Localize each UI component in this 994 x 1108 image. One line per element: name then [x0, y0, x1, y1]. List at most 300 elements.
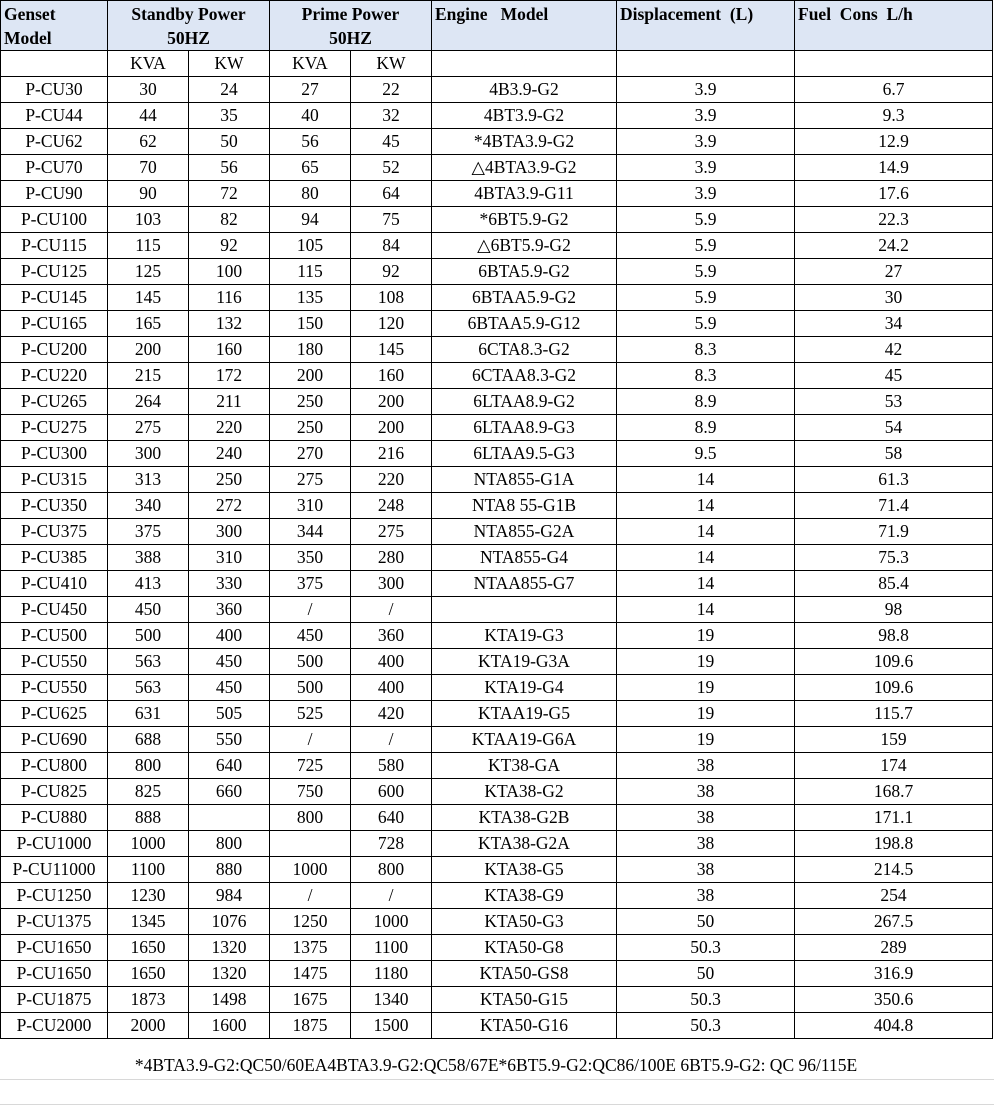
- standby-kw-cell: 250: [189, 467, 270, 493]
- standby-kw-cell: 984: [189, 883, 270, 909]
- fuel-cons-cell: 45: [795, 363, 993, 389]
- header-row: [1, 1, 993, 51]
- table-row: [1, 649, 993, 675]
- table-row: [1, 935, 993, 961]
- prime-kw-cell: 22: [351, 77, 432, 103]
- engine-model-cell: KTA38-G2B: [432, 805, 617, 831]
- fuel-cons-cell: 9.3: [795, 103, 993, 129]
- displacement-cell: 38: [617, 805, 795, 831]
- genset-model-cell: P-CU70: [1, 155, 108, 181]
- header-standby-power: Standby Power 50HZ: [108, 1, 270, 51]
- prime-kva-cell: 500: [270, 649, 351, 675]
- standby-kva-cell: 165: [108, 311, 189, 337]
- prime-kw-cell: 1100: [351, 935, 432, 961]
- prime-kw-cell: 300: [351, 571, 432, 597]
- standby-kw-cell: 505: [189, 701, 270, 727]
- standby-kva-cell: 388: [108, 545, 189, 571]
- genset-model-cell: P-CU62: [1, 129, 108, 155]
- prime-kw-cell: 360: [351, 623, 432, 649]
- fuel-cons-cell: 71.4: [795, 493, 993, 519]
- header-genset-model: Genset Model: [1, 1, 108, 51]
- prime-kva-cell: 250: [270, 415, 351, 441]
- standby-kva-cell: 825: [108, 779, 189, 805]
- displacement-cell: 19: [617, 623, 795, 649]
- table-row: [1, 831, 993, 857]
- prime-kva-cell: [270, 831, 351, 857]
- subheader-standby-kva: KVA: [108, 51, 189, 77]
- standby-kw-cell: 72: [189, 181, 270, 207]
- standby-kva-cell: 215: [108, 363, 189, 389]
- engine-model-cell: 4BTA3.9-G11: [432, 181, 617, 207]
- prime-kw-cell: 640: [351, 805, 432, 831]
- table-row: [1, 701, 993, 727]
- genset-model-cell: P-CU200: [1, 337, 108, 363]
- standby-kva-cell: 375: [108, 519, 189, 545]
- table-row: [1, 1013, 993, 1039]
- fuel-cons-cell: 316.9: [795, 961, 993, 987]
- prime-kw-cell: 600: [351, 779, 432, 805]
- displacement-cell: 8.3: [617, 363, 795, 389]
- standby-kva-cell: 1000: [108, 831, 189, 857]
- genset-model-cell: P-CU800: [1, 753, 108, 779]
- standby-kva-cell: 145: [108, 285, 189, 311]
- displacement-cell: 50.3: [617, 1013, 795, 1039]
- engine-model-cell: KTA50-G16: [432, 1013, 617, 1039]
- displacement-cell: 14: [617, 571, 795, 597]
- engine-model-cell: 6BTAA5.9-G2: [432, 285, 617, 311]
- engine-model-cell: NTA855-G4: [432, 545, 617, 571]
- genset-model-cell: P-CU1000: [1, 831, 108, 857]
- prime-kva-cell: 1475: [270, 961, 351, 987]
- prime-kva-cell: 350: [270, 545, 351, 571]
- prime-kw-cell: 420: [351, 701, 432, 727]
- fuel-cons-cell: 198.8: [795, 831, 993, 857]
- standby-kva-cell: 44: [108, 103, 189, 129]
- engine-model-cell: KTA38-G5: [432, 857, 617, 883]
- genset-model-cell: P-CU410: [1, 571, 108, 597]
- fuel-cons-cell: 58: [795, 441, 993, 467]
- engine-model-cell: KTAA19-G6A: [432, 727, 617, 753]
- genset-model-cell: P-CU550: [1, 675, 108, 701]
- fuel-cons-cell: 171.1: [795, 805, 993, 831]
- engine-model-cell: KTA50-G8: [432, 935, 617, 961]
- engine-model-cell: *6BT5.9-G2: [432, 207, 617, 233]
- engine-model-cell: KTA38-G2: [432, 779, 617, 805]
- prime-kva-cell: 344: [270, 519, 351, 545]
- standby-kw-cell: 160: [189, 337, 270, 363]
- displacement-cell: 8.9: [617, 415, 795, 441]
- engine-model-cell: KTA38-G9: [432, 883, 617, 909]
- prime-kva-cell: 180: [270, 337, 351, 363]
- prime-kw-cell: 84: [351, 233, 432, 259]
- table-row: [1, 987, 993, 1013]
- standby-kw-cell: 24: [189, 77, 270, 103]
- standby-kw-cell: 400: [189, 623, 270, 649]
- standby-kva-cell: 1650: [108, 961, 189, 987]
- engine-model-cell: KTA19-G4: [432, 675, 617, 701]
- engine-model-cell: 6CTAA8.3-G2: [432, 363, 617, 389]
- displacement-cell: 14: [617, 467, 795, 493]
- header-displacement: Displacement (L): [617, 1, 795, 51]
- prime-kw-cell: 1340: [351, 987, 432, 1013]
- engine-model-cell: KTA50-G15: [432, 987, 617, 1013]
- standby-kva-cell: 500: [108, 623, 189, 649]
- displacement-cell: 5.9: [617, 233, 795, 259]
- displacement-cell: 19: [617, 675, 795, 701]
- standby-kw-cell: 132: [189, 311, 270, 337]
- prime-kw-cell: 1000: [351, 909, 432, 935]
- prime-kw-cell: 160: [351, 363, 432, 389]
- displacement-cell: 50.3: [617, 935, 795, 961]
- standby-kw-cell: 116: [189, 285, 270, 311]
- standby-kw-cell: 35: [189, 103, 270, 129]
- standby-kw-cell: 880: [189, 857, 270, 883]
- genset-model-cell: P-CU44: [1, 103, 108, 129]
- displacement-cell: 14: [617, 545, 795, 571]
- fuel-cons-cell: 267.5: [795, 909, 993, 935]
- displacement-cell: 8.9: [617, 389, 795, 415]
- standby-kva-cell: 264: [108, 389, 189, 415]
- standby-kva-cell: 450: [108, 597, 189, 623]
- displacement-cell: 19: [617, 701, 795, 727]
- table-row: [1, 259, 993, 285]
- prime-kva-cell: 750: [270, 779, 351, 805]
- prime-kw-cell: 728: [351, 831, 432, 857]
- prime-kw-cell: 400: [351, 649, 432, 675]
- subheader-prime-kva: KVA: [270, 51, 351, 77]
- genset-model-cell: P-CU125: [1, 259, 108, 285]
- engine-model-cell: 6BTAA5.9-G12: [432, 311, 617, 337]
- standby-kva-cell: 90: [108, 181, 189, 207]
- table-row: [1, 519, 993, 545]
- genset-model-cell: P-CU690: [1, 727, 108, 753]
- standby-kva-cell: 125: [108, 259, 189, 285]
- genset-model-cell: P-CU825: [1, 779, 108, 805]
- genset-model-cell: P-CU11000: [1, 857, 108, 883]
- displacement-cell: 3.9: [617, 181, 795, 207]
- displacement-cell: 5.9: [617, 259, 795, 285]
- prime-kva-cell: 1875: [270, 1013, 351, 1039]
- table-row: [1, 389, 993, 415]
- standby-kw-cell: 240: [189, 441, 270, 467]
- displacement-cell: 50.3: [617, 987, 795, 1013]
- standby-kw-cell: 450: [189, 649, 270, 675]
- prime-kva-cell: 1000: [270, 857, 351, 883]
- displacement-cell: 3.9: [617, 129, 795, 155]
- table-row: [1, 285, 993, 311]
- genset-model-cell: P-CU1875: [1, 987, 108, 1013]
- table-row: [1, 181, 993, 207]
- standby-kva-cell: 62: [108, 129, 189, 155]
- fuel-cons-cell: 54: [795, 415, 993, 441]
- sheet-gridline: [0, 1104, 994, 1105]
- genset-model-cell: P-CU1650: [1, 961, 108, 987]
- prime-kva-cell: 105: [270, 233, 351, 259]
- prime-kw-cell: 220: [351, 467, 432, 493]
- displacement-cell: 38: [617, 883, 795, 909]
- table-row: [1, 597, 993, 623]
- displacement-cell: 38: [617, 831, 795, 857]
- prime-kva-cell: 1250: [270, 909, 351, 935]
- fuel-cons-cell: 98: [795, 597, 993, 623]
- prime-kva-cell: 450: [270, 623, 351, 649]
- fuel-cons-cell: 159: [795, 727, 993, 753]
- subheader-row: [1, 51, 993, 77]
- genset-model-cell: P-CU1375: [1, 909, 108, 935]
- standby-kva-cell: 70: [108, 155, 189, 181]
- fuel-cons-cell: 12.9: [795, 129, 993, 155]
- genset-model-cell: P-CU30: [1, 77, 108, 103]
- prime-kva-cell: 270: [270, 441, 351, 467]
- subheader-prime-kw: KW: [351, 51, 432, 77]
- displacement-cell: 38: [617, 857, 795, 883]
- fuel-cons-cell: 289: [795, 935, 993, 961]
- engine-model-cell: 6BTA5.9-G2: [432, 259, 617, 285]
- engine-model-cell: KTA50-GS8: [432, 961, 617, 987]
- standby-kw-cell: 1320: [189, 961, 270, 987]
- standby-kw-cell: 330: [189, 571, 270, 597]
- table-row: [1, 623, 993, 649]
- prime-kva-cell: 115: [270, 259, 351, 285]
- standby-kva-cell: 800: [108, 753, 189, 779]
- prime-kva-cell: 200: [270, 363, 351, 389]
- fuel-cons-cell: 350.6: [795, 987, 993, 1013]
- standby-kva-cell: 1345: [108, 909, 189, 935]
- prime-kva-cell: 65: [270, 155, 351, 181]
- prime-kva-cell: 725: [270, 753, 351, 779]
- standby-kw-cell: 172: [189, 363, 270, 389]
- table-row: [1, 571, 993, 597]
- engine-model-cell: NTA8 55-G1B: [432, 493, 617, 519]
- engine-model-cell: KTA19-G3A: [432, 649, 617, 675]
- standby-kva-cell: 1100: [108, 857, 189, 883]
- genset-model-cell: P-CU315: [1, 467, 108, 493]
- prime-kva-cell: 375: [270, 571, 351, 597]
- standby-kva-cell: 563: [108, 649, 189, 675]
- table-row: [1, 545, 993, 571]
- prime-kva-cell: 80: [270, 181, 351, 207]
- engine-model-cell: 6CTA8.3-G2: [432, 337, 617, 363]
- table-row: [1, 415, 993, 441]
- standby-kva-cell: 1230: [108, 883, 189, 909]
- header-prime-power: Prime Power 50HZ: [270, 1, 432, 51]
- prime-kva-cell: /: [270, 883, 351, 909]
- table-row: [1, 441, 993, 467]
- genset-model-cell: P-CU2000: [1, 1013, 108, 1039]
- subheader-blank: [1, 51, 108, 77]
- prime-kw-cell: 280: [351, 545, 432, 571]
- displacement-cell: 5.9: [617, 207, 795, 233]
- prime-kw-cell: 1180: [351, 961, 432, 987]
- genset-model-cell: P-CU100: [1, 207, 108, 233]
- standby-kw-cell: 310: [189, 545, 270, 571]
- prime-kw-cell: 400: [351, 675, 432, 701]
- standby-kva-cell: 631: [108, 701, 189, 727]
- genset-model-cell: P-CU220: [1, 363, 108, 389]
- displacement-cell: 19: [617, 727, 795, 753]
- engine-model-cell: KTA50-G3: [432, 909, 617, 935]
- fuel-cons-cell: 85.4: [795, 571, 993, 597]
- genset-model-cell: P-CU550: [1, 649, 108, 675]
- standby-kw-cell: 1600: [189, 1013, 270, 1039]
- prime-kw-cell: 275: [351, 519, 432, 545]
- genset-model-cell: P-CU450: [1, 597, 108, 623]
- genset-model-cell: P-CU115: [1, 233, 108, 259]
- standby-kw-cell: 300: [189, 519, 270, 545]
- subheader-standby-kw: KW: [189, 51, 270, 77]
- prime-kw-cell: 145: [351, 337, 432, 363]
- prime-kw-cell: 32: [351, 103, 432, 129]
- prime-kva-cell: 135: [270, 285, 351, 311]
- table-row: [1, 909, 993, 935]
- prime-kva-cell: 525: [270, 701, 351, 727]
- fuel-cons-cell: 53: [795, 389, 993, 415]
- header-fuel-cons: Fuel Cons L/h: [795, 1, 993, 51]
- standby-kva-cell: 2000: [108, 1013, 189, 1039]
- prime-kva-cell: 150: [270, 311, 351, 337]
- header-engine-model: Engine Model: [432, 1, 617, 51]
- sheet-gridline: [0, 1079, 994, 1080]
- table-row: [1, 155, 993, 181]
- prime-kva-cell: 94: [270, 207, 351, 233]
- standby-kva-cell: 688: [108, 727, 189, 753]
- prime-kw-cell: 92: [351, 259, 432, 285]
- standby-kva-cell: 115: [108, 233, 189, 259]
- standby-kw-cell: 1498: [189, 987, 270, 1013]
- fuel-cons-cell: 109.6: [795, 675, 993, 701]
- prime-kva-cell: 250: [270, 389, 351, 415]
- standby-kva-cell: 275: [108, 415, 189, 441]
- fuel-cons-cell: 98.8: [795, 623, 993, 649]
- displacement-cell: 50: [617, 909, 795, 935]
- standby-kva-cell: 103: [108, 207, 189, 233]
- engine-model-cell: [432, 597, 617, 623]
- table-row: [1, 883, 993, 909]
- displacement-cell: 3.9: [617, 103, 795, 129]
- table-row: [1, 779, 993, 805]
- table-row: [1, 805, 993, 831]
- table-row: [1, 467, 993, 493]
- standby-kw-cell: 92: [189, 233, 270, 259]
- standby-kva-cell: 413: [108, 571, 189, 597]
- prime-kw-cell: 108: [351, 285, 432, 311]
- genset-model-cell: P-CU1650: [1, 935, 108, 961]
- fuel-cons-cell: 75.3: [795, 545, 993, 571]
- genset-model-cell: P-CU90: [1, 181, 108, 207]
- engine-model-cell: KTAA19-G5: [432, 701, 617, 727]
- table-row: [1, 675, 993, 701]
- prime-kva-cell: 40: [270, 103, 351, 129]
- engine-model-cell: KTA38-G2A: [432, 831, 617, 857]
- standby-kw-cell: 1076: [189, 909, 270, 935]
- engine-model-cell: △6BT5.9-G2: [432, 233, 617, 259]
- table-row: [1, 727, 993, 753]
- table-row: [1, 337, 993, 363]
- table-row: [1, 493, 993, 519]
- standby-kw-cell: 100: [189, 259, 270, 285]
- prime-kva-cell: 56: [270, 129, 351, 155]
- fuel-cons-cell: 42: [795, 337, 993, 363]
- standby-kva-cell: 300: [108, 441, 189, 467]
- table-row: [1, 753, 993, 779]
- standby-kw-cell: 220: [189, 415, 270, 441]
- table-row: [1, 363, 993, 389]
- displacement-cell: 3.9: [617, 155, 795, 181]
- fuel-cons-cell: 14.9: [795, 155, 993, 181]
- displacement-cell: 19: [617, 649, 795, 675]
- displacement-cell: 50: [617, 961, 795, 987]
- prime-kw-cell: /: [351, 727, 432, 753]
- fuel-cons-cell: 214.5: [795, 857, 993, 883]
- engine-model-cell: 6LTAA8.9-G2: [432, 389, 617, 415]
- subheader-blank: [795, 51, 993, 77]
- engine-model-cell: △4BTA3.9-G2: [432, 155, 617, 181]
- displacement-cell: 14: [617, 597, 795, 623]
- prime-kw-cell: /: [351, 883, 432, 909]
- prime-kva-cell: /: [270, 727, 351, 753]
- fuel-cons-cell: 61.3: [795, 467, 993, 493]
- displacement-cell: 8.3: [617, 337, 795, 363]
- displacement-cell: 38: [617, 779, 795, 805]
- prime-kva-cell: /: [270, 597, 351, 623]
- standby-kw-cell: 450: [189, 675, 270, 701]
- standby-kva-cell: 563: [108, 675, 189, 701]
- prime-kw-cell: 580: [351, 753, 432, 779]
- footnote: *4BTA3.9-G2:QC50/60EA4BTA3.9-G2:QC58/67E*6BT5.9-G2:QC86/100E 6BT5.9-G2: QC 96/115E: [134, 1055, 858, 1075]
- prime-kw-cell: 52: [351, 155, 432, 181]
- standby-kva-cell: 1873: [108, 987, 189, 1013]
- engine-model-cell: 4B3.9-G2: [432, 77, 617, 103]
- standby-kva-cell: 1650: [108, 935, 189, 961]
- engine-model-cell: NTAA855-G7: [432, 571, 617, 597]
- genset-model-cell: P-CU275: [1, 415, 108, 441]
- standby-kw-cell: 640: [189, 753, 270, 779]
- prime-kw-cell: 120: [351, 311, 432, 337]
- engine-model-cell: KTA19-G3: [432, 623, 617, 649]
- table-row: [1, 857, 993, 883]
- prime-kva-cell: 310: [270, 493, 351, 519]
- genset-model-cell: P-CU165: [1, 311, 108, 337]
- fuel-cons-cell: 109.6: [795, 649, 993, 675]
- fuel-cons-cell: 22.3: [795, 207, 993, 233]
- standby-kw-cell: 82: [189, 207, 270, 233]
- standby-kva-cell: 200: [108, 337, 189, 363]
- standby-kva-cell: 340: [108, 493, 189, 519]
- engine-model-cell: 6LTAA8.9-G3: [432, 415, 617, 441]
- prime-kva-cell: 1375: [270, 935, 351, 961]
- standby-kw-cell: 800: [189, 831, 270, 857]
- genset-model-cell: P-CU625: [1, 701, 108, 727]
- standby-kw-cell: 550: [189, 727, 270, 753]
- standby-kw-cell: 211: [189, 389, 270, 415]
- displacement-cell: 5.9: [617, 311, 795, 337]
- standby-kw-cell: [189, 805, 270, 831]
- subheader-blank: [617, 51, 795, 77]
- fuel-cons-cell: 254: [795, 883, 993, 909]
- standby-kva-cell: 888: [108, 805, 189, 831]
- prime-kw-cell: /: [351, 597, 432, 623]
- fuel-cons-cell: 404.8: [795, 1013, 993, 1039]
- prime-kva-cell: 500: [270, 675, 351, 701]
- prime-kw-cell: 216: [351, 441, 432, 467]
- genset-model-cell: P-CU880: [1, 805, 108, 831]
- table-row: [1, 961, 993, 987]
- prime-kva-cell: 275: [270, 467, 351, 493]
- displacement-cell: 5.9: [617, 285, 795, 311]
- fuel-cons-cell: 34: [795, 311, 993, 337]
- prime-kw-cell: 75: [351, 207, 432, 233]
- subheader-blank: [432, 51, 617, 77]
